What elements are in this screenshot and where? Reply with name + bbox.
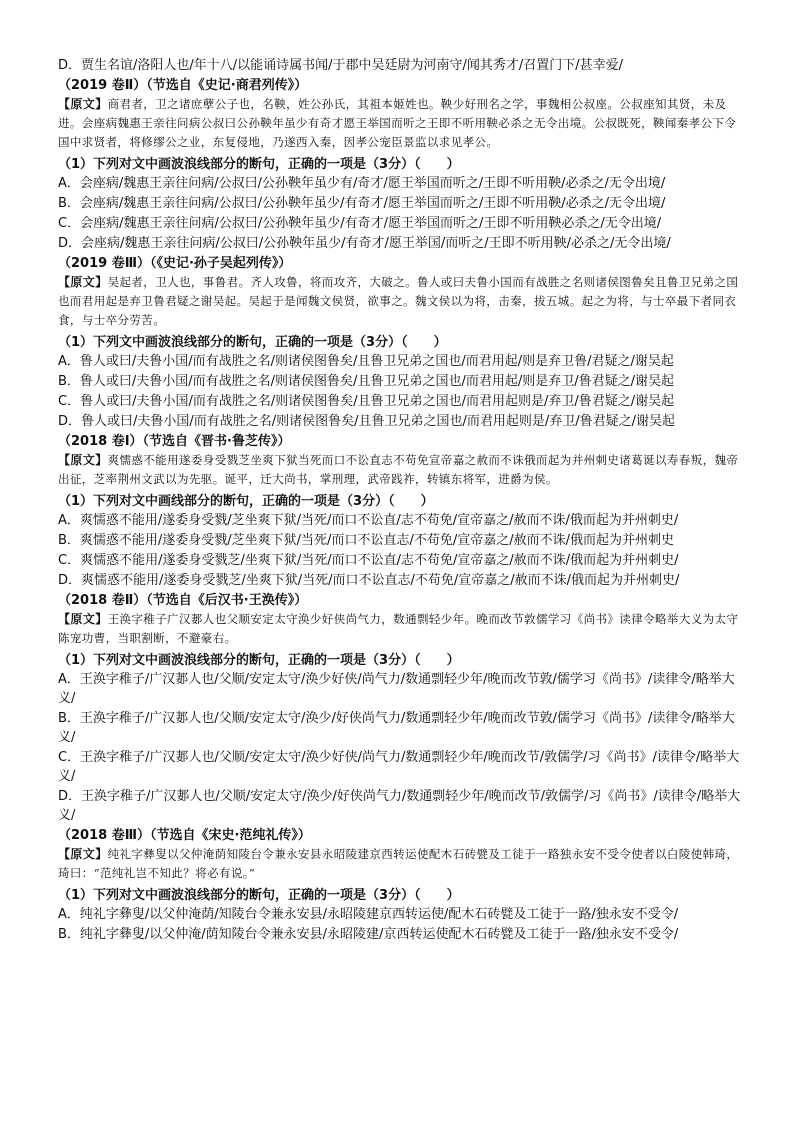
section-heading: （2019 卷Ⅲ）（《史记·孙子吴起列传》） (58, 256, 292, 271)
answer-option: C．鲁人或曰/夫鲁小国/而有战胜之名/则诸侯图鲁矣/且鲁卫兄弟之国也/而君用起则是/弃卫/鲁君疑之/谢吴起 (58, 394, 675, 409)
source-text (58, 610, 748, 648)
answer-option: B．王涣字稚子/广汉郪人也/父顺/安定太守/涣少/好侠尚气力/数通剽轻少年/晚而改节敦/儒学习《尚书》/读律令/略举大义/ (58, 711, 735, 745)
question-stem: （1）下列对文中画波浪线部分的断句，正确的一项是（3分）（ ） (58, 157, 460, 172)
source-text (58, 95, 748, 152)
source-text (58, 845, 748, 883)
source-tag: 【原文】 (58, 612, 108, 626)
document-page (58, 56, 748, 945)
answer-option: D．王涣字稚子/广汉郪人也/父顺/安定太守/涣少/好侠尚气力/数通剽轻少年/晚而改节/敦儒学/习《尚书》/读律令/略举大义/ (58, 789, 741, 823)
section-heading: （2019 卷Ⅱ）（节选自《史记·商君列传》） (58, 78, 308, 93)
answer-option: B．纯礼字彝叟/以父仲淹/荫知陵台令兼永安县/永昭陵建/京西转运使配木石砖甓及工徒于一路/独永安不受令/ (58, 927, 679, 942)
question-stem: （1）下列对文中画线部分的断句，正确的一项是（3分）（ ） (58, 494, 434, 509)
answer-option: B．会座病/魏惠王亲往问病/公叔曰/公孙鞅年虽少/有奇才/愿王举国而听之/王即不听用鞅/必杀之/无令出境/ (58, 196, 666, 211)
source-tag: 【原文】 (58, 847, 108, 861)
source-tag: 【原文】 (58, 275, 108, 289)
answer-option: A．王涣字稚子/广汉郪人也/父顺/安定太守/涣少好侠/尚气力/数通剽轻少年/晚而改节敦/儒学习《尚书》/读律令/略举大义/ (58, 672, 735, 706)
answer-option: D．爽懦惑不能用/遂委身受戮芝/坐爽下狱/当死/而口不讼直志/不苟免/宣帝嘉之/赦而不诛/俄而起为并州刺史/ (58, 573, 680, 588)
question-stem: （1）下列对文中画波浪线部分的断句，正确的一项是（3分）（ ） (58, 888, 460, 903)
question-stem: （1）下列对文中画波浪线部分的断句，正确的一项是（3分）（ ） (58, 653, 460, 668)
answer-option: A．爽懦惑不能用/遂委身受戮/芝坐爽下狱/当死/而口不讼直/志不苟免/宣帝嘉之/赦而不诛/俄而起为并州刺史/ (58, 513, 679, 528)
answer-option: D．会座病/魏惠王亲往问病/公叔曰/公孙鞅年虽少/有奇才/愿王举国/而听之/王即不听用鞅/必杀之/无令出境/ (58, 236, 671, 251)
source-body: 爽懦惑不能用遂委身受戮芝坐爽下狱当死而口不讼直志不苟免宣帝嘉之赦而不诛俄而起为并州刺史诸葛诞以寿春叛，魏帝出征，芝率荆州文武以为先驱。诞平，迁大尚书，掌刑理，武帝践祚，转镇东将军，进爵为侯。 (58, 453, 739, 486)
answer-option: C．会座病/魏惠王亲往问病/公叔曰/公孙鞅年虽少/有奇才/愿王举国而听之/王即不听用鞅必杀之/无令出境/ (58, 216, 662, 231)
source-body: 纯礼字彝叟以父仲淹荫知陵台令兼永安县永昭陵建京西转运使配木石砖甓及工徒于一路独永安不受令使者以白陵使韩琦，琦曰：“范纯礼岂不知此？将必有说。” (58, 847, 739, 880)
source-body: 商君者，卫之诸庶孽公子也，名鞅，姓公孙氏，其祖本姬姓也。鞅少好刑名之学，事魏相公叔座。公叔座知其贤，未及进。会座病魏惠王亲往问病公叔曰公孙鞅年虽少有奇才愿王举国而听之王即不听用鞅必杀之无令出境。公叔既死，鞅闻秦孝公下令国中求贤者，将修缪公之业，东复侵地，乃遂西入秦，因孝公宠臣景监以求见孝公。 (58, 97, 737, 149)
answer-option: D．贾生名谊/洛阳人也/年十八/以能诵诗属书闻/于郡中吴廷尉为河南守/闻其秀才/召置门下/甚幸爱/ (58, 58, 624, 73)
source-text (58, 451, 748, 489)
answer-option: C．王涣字稚子/广汉郪人也/父顺/安定太守/涣少好侠/尚气力/数通剽轻少年/晚而改节/敦儒学/习《尚书》/读律令/略举大义/ (58, 750, 740, 784)
section-heading: （2018 卷Ⅰ）（节选自《晋书·鲁芝传》） (58, 434, 291, 449)
answer-option: B．鲁人或曰/夫鲁小国/而有战胜之名/则诸侯图鲁矣/且鲁卫兄弟之国也/而君用起/则是弃卫/鲁君疑之/谢吴起 (58, 374, 674, 389)
answer-option: A．会座病/魏惠王亲往问病/公叔曰/公孙鞅年虽少有/奇才/愿王举国而听之/王即不听用鞅/必杀之/无令出境/ (58, 176, 666, 191)
source-text (58, 273, 748, 330)
source-body: 王涣字稚子广汉郪人也父顺安定太守涣少好侠尚气力，数通剽轻少年。晚而改节敦儒学习《尚书》读律令略举大义为太守陈宠功曹，当职割断，不避豪右。 (58, 612, 739, 645)
answer-option: D．鲁人或曰/夫鲁小国/而有战胜之名/则诸侯图鲁矣/且鲁卫兄弟之国也/而君用起则是/弃卫/鲁君疑之/谢吴起 (58, 414, 676, 429)
answer-option: B．爽懦惑不能用/遂委身受戮/芝坐爽下狱/当死/而口不讼直志/不苟免/宣帝嘉之/赦而不诛/俄而起为并州刺史 (58, 533, 674, 548)
question-stem: （1）下列文中画波浪线部分的断句，正确的一项是（3分）（ ） (58, 335, 447, 350)
answer-option: C．爽懦惑不能用/遂委身受戮芝/坐爽下狱/当死/而口不讼直/志不苟免/宣帝嘉之/赦而不诛/俄而起为并州刺史/ (58, 553, 679, 568)
answer-option: A．纯礼字彝叟/以父仲淹荫/知陵台令兼永安县/永昭陵建京西转运使/配木石砖甓及工徒于一路/独永安不受令/ (58, 907, 679, 922)
answer-option: A．鲁人或曰/夫鲁小国/而有战胜之名/则诸侯图鲁矣/且鲁卫兄弟之国也/而君用起/则是弃卫鲁/君疑之/谢吴起 (58, 354, 674, 369)
section-heading: （2018 卷Ⅱ）（节选自《后汉书·王涣传》） (58, 593, 308, 608)
source-tag: 【原文】 (58, 453, 108, 467)
section-heading: （2018 卷Ⅲ）（节选自《宋史·范纯礼传》） (58, 828, 311, 843)
source-body: 吴起者，卫人也，事鲁君。齐人攻鲁，将而攻齐，大破之。鲁人或曰夫鲁小国而有战胜之名则诸侯图鲁矣且鲁卫兄弟之国也而君用起是弃卫鲁君疑之谢吴起。吴起于是闻魏文侯贤，欲事之。魏文侯以为将，击秦，拔五城。起之为将，与士卒最下者同衣食，与士卒分劳苦。 (58, 275, 739, 327)
source-tag: 【原文】 (58, 97, 108, 111)
